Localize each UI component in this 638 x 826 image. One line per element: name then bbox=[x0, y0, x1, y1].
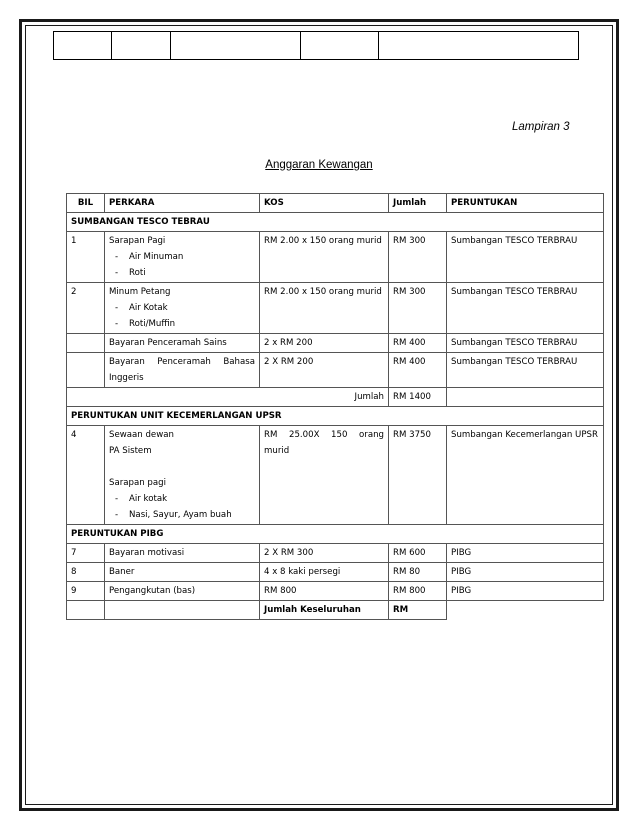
cell-kos: RM 2.00 x 150 orang murid bbox=[260, 232, 389, 283]
cell-perkara bbox=[105, 426, 260, 525]
sub-item bbox=[109, 265, 255, 281]
table-header-row bbox=[67, 194, 604, 213]
cell-jumlah: RM 600 bbox=[389, 544, 447, 563]
table-row bbox=[67, 582, 604, 601]
dash: - bbox=[115, 510, 119, 520]
cell-perkara: Bayaran motivasi bbox=[105, 544, 260, 563]
dash: - bbox=[115, 319, 119, 329]
header-boxes bbox=[53, 31, 579, 60]
cell-peruntukan: PIBG bbox=[447, 582, 604, 601]
page-title-text: Anggaran Kewangan bbox=[265, 159, 373, 171]
spacer bbox=[109, 459, 255, 475]
dash: - bbox=[115, 494, 119, 504]
table-row bbox=[67, 563, 604, 582]
sub-item-text: Air kotak bbox=[129, 494, 168, 504]
cell-jumlah: RM 800 bbox=[389, 582, 447, 601]
sub-item bbox=[109, 316, 255, 332]
cell-jumlah: RM 300 bbox=[389, 283, 447, 334]
cell-peruntukan: Sumbangan TESCO TERBRAU bbox=[447, 334, 604, 353]
grand-total-row bbox=[67, 601, 604, 620]
item-title: PA Sistem bbox=[109, 446, 152, 456]
col-header-peruntukan: PERUNTUKAN bbox=[447, 194, 604, 213]
section-title: SUMBANGAN TESCO TEBRAU bbox=[67, 213, 604, 232]
cell-peruntukan: PIBG bbox=[447, 563, 604, 582]
cell-peruntukan: PIBG bbox=[447, 544, 604, 563]
cell-kos: RM 800 bbox=[260, 582, 389, 601]
col-header-perkara: PERKARA bbox=[105, 194, 260, 213]
header-box bbox=[171, 32, 302, 59]
cell-peruntukan: Sumbangan Kecemerlangan UPSR bbox=[447, 426, 604, 525]
section-row bbox=[67, 525, 604, 544]
section-title: PERUNTUKAN UNIT KECEMERLANGAN UPSR bbox=[67, 407, 604, 426]
cell-perkara: Bayaran Penceramah Sains bbox=[105, 334, 260, 353]
cell-kos: RM 25.00X 150 orang murid bbox=[260, 426, 389, 525]
cell-jumlah: RM 400 bbox=[389, 334, 447, 353]
sub-item bbox=[109, 491, 255, 507]
cell-kos: 4 x 8 kaki persegi bbox=[260, 563, 389, 582]
header-box bbox=[112, 32, 171, 59]
subtotal-row bbox=[67, 388, 604, 407]
cell-jumlah: RM 300 bbox=[389, 232, 447, 283]
cell-kos: 2 X RM 200 bbox=[260, 353, 389, 388]
cell-bil: 4 bbox=[67, 426, 105, 525]
item-title: Sarapan Pagi bbox=[109, 236, 166, 246]
cell-bil: 2 bbox=[67, 283, 105, 334]
sub-item-text: Roti/Muffin bbox=[129, 319, 176, 329]
page-title bbox=[0, 159, 638, 171]
cell-perkara: Baner bbox=[105, 563, 260, 582]
grand-total-blank bbox=[105, 601, 260, 620]
cell-bil: 9 bbox=[67, 582, 105, 601]
table-row bbox=[67, 426, 604, 525]
item-title: Sarapan pagi bbox=[109, 478, 166, 488]
subtotal-label: Jumlah bbox=[67, 388, 389, 407]
table-row bbox=[67, 283, 604, 334]
grand-total-label: Jumlah Keseluruhan bbox=[260, 601, 389, 620]
grand-total-blank bbox=[67, 601, 105, 620]
sub-item bbox=[109, 300, 255, 316]
col-header-jumlah: Jumlah bbox=[389, 194, 447, 213]
cell-perkara bbox=[105, 232, 260, 283]
cell-bil bbox=[67, 334, 105, 353]
item-title: Minum Petang bbox=[109, 287, 171, 297]
sub-item bbox=[109, 507, 255, 523]
cell-peruntukan: Sumbangan TESCO TERBRAU bbox=[447, 353, 604, 388]
sub-item-text: Nasi, Sayur, Ayam buah bbox=[129, 510, 232, 520]
cell-bil: 8 bbox=[67, 563, 105, 582]
subtotal-value: RM 1400 bbox=[389, 388, 447, 407]
budget-table bbox=[66, 193, 604, 620]
cell-jumlah: RM 400 bbox=[389, 353, 447, 388]
section-row bbox=[67, 407, 604, 426]
table-row bbox=[67, 334, 604, 353]
col-header-bil: BIL bbox=[67, 194, 105, 213]
grand-total-value: RM bbox=[389, 601, 447, 620]
cell-perkara: Bayaran Penceramah Bahasa Inggeris bbox=[105, 353, 260, 388]
cell-bil: 7 bbox=[67, 544, 105, 563]
sub-item bbox=[109, 249, 255, 265]
cell-bil: 1 bbox=[67, 232, 105, 283]
dash: - bbox=[115, 252, 119, 262]
subtotal-blank bbox=[447, 388, 604, 407]
item-title: Sewaan dewan bbox=[109, 430, 174, 440]
appendix-label: Lampiran 3 bbox=[512, 121, 570, 133]
sub-item-text: Roti bbox=[129, 268, 146, 278]
cell-perkara bbox=[105, 283, 260, 334]
sub-item-text: Air Kotak bbox=[129, 303, 168, 313]
dash: - bbox=[115, 303, 119, 313]
header-box bbox=[54, 32, 112, 59]
table-row bbox=[67, 544, 604, 563]
cell-jumlah: RM 80 bbox=[389, 563, 447, 582]
table-row bbox=[67, 353, 604, 388]
cell-kos: 2 x RM 200 bbox=[260, 334, 389, 353]
dash: - bbox=[115, 268, 119, 278]
cell-jumlah: RM 3750 bbox=[389, 426, 447, 525]
col-header-kos: KOS bbox=[260, 194, 389, 213]
sub-item-text: Air Minuman bbox=[129, 252, 184, 262]
cell-perkara: Pengangkutan (bas) bbox=[105, 582, 260, 601]
grand-total-blank bbox=[447, 601, 604, 620]
cell-kos: RM 2.00 x 150 orang murid bbox=[260, 283, 389, 334]
cell-peruntukan: Sumbangan TESCO TERBRAU bbox=[447, 232, 604, 283]
cell-kos: 2 X RM 300 bbox=[260, 544, 389, 563]
section-title: PERUNTUKAN PIBG bbox=[67, 525, 604, 544]
table-row bbox=[67, 232, 604, 283]
cell-peruntukan: Sumbangan TESCO TERBRAU bbox=[447, 283, 604, 334]
cell-bil bbox=[67, 353, 105, 388]
section-row bbox=[67, 213, 604, 232]
header-box bbox=[301, 32, 379, 59]
header-box bbox=[379, 32, 578, 59]
